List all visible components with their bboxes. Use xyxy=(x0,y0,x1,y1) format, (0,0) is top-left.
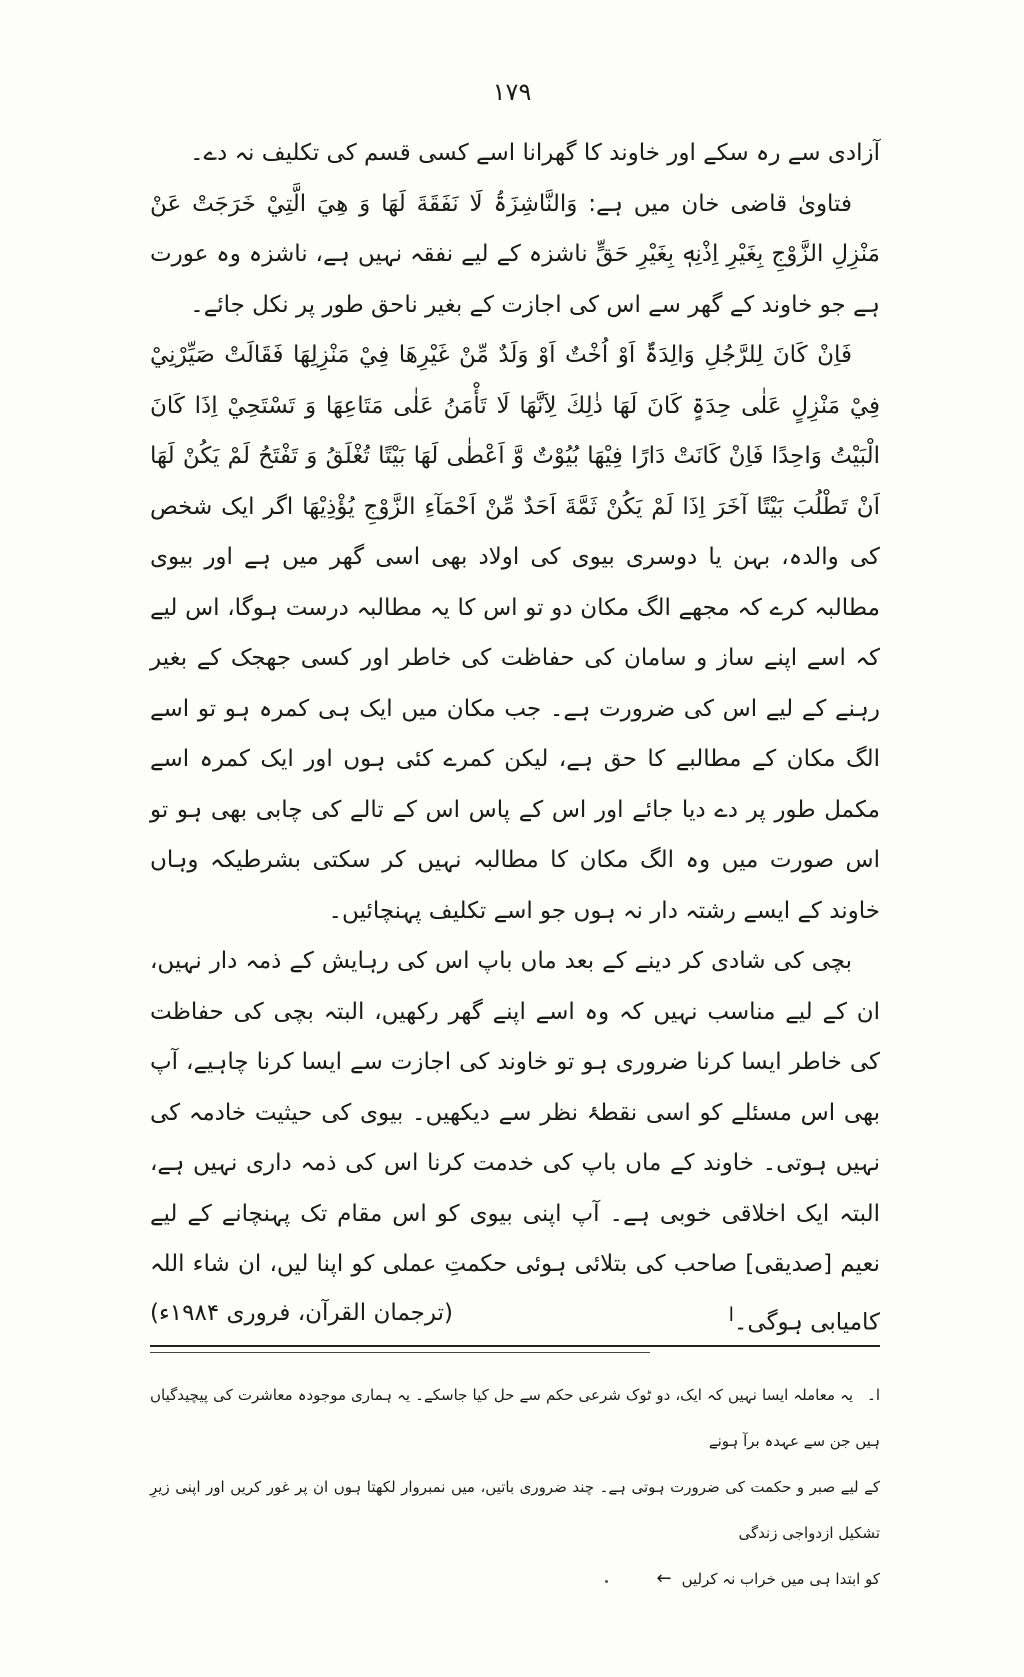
left-arrow-icon: ← xyxy=(656,1568,672,1589)
footnote-line-1 xyxy=(150,1372,880,1464)
footnote-marker: ا۔ xyxy=(867,1386,880,1404)
page-number: ١٧٩ xyxy=(492,78,532,106)
footnotes xyxy=(150,1372,880,1602)
footnote-divider-secondary xyxy=(150,1352,650,1353)
main-text xyxy=(150,128,880,1348)
paragraph-1: آزادی سے رہ سکے اور خاوند کا گھرانا اسے کسی قسم کی تکلیف نہ دے۔ xyxy=(190,140,880,166)
paragraph-4-text: بچی کی شادی کر دینے کے بعد ماں باپ اس کی رہایش کے ذمہ دار نہیں، ان کے لیے مناسب نہیں کہ وہ اسے اپنے گھر رکھیں، البتہ بچی کی حفاظت کی خاطر ایسا کرنا ضروری ہو تو خاوند کی اجازت سے ایسا کرنا چاہیے، آپ بھی اس مسئلے کو اسی نقطۂ نظر سے دیکھیں۔ بیوی کی حیثیت خادمہ کی نہیں ہوتی۔ خاوند کے ماں باپ کی خدمت کرنا اس کی ذمہ داری نہیں ہے، البتہ ایک اخلاقی خوبی ہے۔ آپ اپنی بیوی کو اس مقام تک پہنچانے کے لیے نعیم [صدیقی] صاحب کی بتلائی ہوئی حکمتِ عملی کو اپنا لیں، ان شاء اللہ کامیابی ہوگی۔ xyxy=(150,948,880,1336)
source-citation: (ترجمان القرآن، فروری ۱۹۸۴ء) xyxy=(150,1300,453,1326)
paragraph-3: فَاِنْ كَانَ لِلرَّجُلِ وَالِدَۃٌ اَوْ اُخْتٌ اَوْ وَلَدٌ مِّنْ غَيْرِهَا فِيْ مَنْزِلِهَا فَقَالَتْ صَيِّرْنِيْ فِيْ مَنْزِلٍ عَلٰى حِدَۃٍ كَانَ لَهَا ذٰلِكَ لِاَنَّهَا لَا تَأْمَنُ عَلٰى مَتَاعِهَا وَ تَسْتَحِيْ اِذَا كَانَ الْبَيْتُ وَاحِدًا فَاِنْ كَانَتْ دَارًا فِيْهَا بُيُوْتٌ وَّ اَعْطٰى لَهَا بَيْتًا تُغْلَقُ وَ تَفْتَحُ لَمْ يَكُنْ لَهَا اَنْ تَطْلُبَ بَيْتًا آخَرَ اِذَا لَمْ يَكُنْ ثَمَّةَ اَحَدٌ مِّنْ اَحْمَآءِ الزَّوْجِ يُؤْذِيْهَا اگر ایک شخص کی والدہ، بہن یا دوسری بیوی کی اولاد بھی اسی گھر میں ہے اور بیوی مطالبہ کرے کہ مجھے الگ مکان دو تو اس کا یہ مطالبہ درست ہوگا، اس لیے کہ اسے اپنے ساز و سامان کی حفاظت کی خاطر اور کسی جھجک کے بغیر رہنے کے لیے اس کی ضرورت ہے۔ جب مکان میں ایک ہی کمرہ ہو تو اسے الگ مکان کے مطالبے کا حق ہے، لیکن کمرے کئی ہوں اور ایک کمرہ اسے مکمل طور پر دے دیا جائے اور اس کے پاس اس کے تالے کی چابی بھی ہو تو اس صورت میں وہ الگ مکان کا مطالبہ نہیں کر سکتی بشرطیکہ وہاں خاوند کے ایسے رشتہ دار نہ ہوں جو اسے تکلیف پہنچائیں۔ xyxy=(150,342,880,924)
footnote-line-2: کے لیے صبر و حکمت کی ضرورت ہوتی ہے۔ چند ضروری باتیں، میں نمبروار لکھتا ہوں ان پر غور کریں اور اپنی زیرِ تشکیل ازدواجی زندگی xyxy=(150,1478,880,1542)
footnote-line-3 xyxy=(150,1556,880,1602)
footnote-line-3-text: کو ابتدا ہی میں خراب نہ کرلیں xyxy=(681,1570,880,1588)
footnote-divider xyxy=(150,1345,880,1347)
paragraph-2: فتاویٰ قاضی خان میں ہے: وَالنَّاشِزَۃُ لَا نَفَقَةَ لَهَا وَ هِيَ الَّتِيْ خَرَجَتْ عَنْ مَنْزِلِ الزَّوْجِ بِغَيْرِ اِذْنِهٖ بِغَيْرِ حَقٍّ ناشزہ کے لیے نفقہ نہیں ہے، ناشزہ وہ عورت ہے جو خاوند کے گھر سے اس کی اجازت کے بغیر ناحق طور پر نکل جائے۔ xyxy=(150,190,880,318)
footnote-reference: ا xyxy=(728,1302,734,1326)
footnote-line-1-text: یہ معاملہ ایسا نہیں کہ ایک، دو ٹوک شرعی حکم سے حل کیا جاسکے۔ یہ ہماری موجودہ معاشرت کی پیچیدگیاں ہیں جن سے عہدہ برآ ہونے xyxy=(150,1386,880,1450)
paragraph-4 xyxy=(150,936,880,1348)
page-mark xyxy=(605,1580,608,1583)
